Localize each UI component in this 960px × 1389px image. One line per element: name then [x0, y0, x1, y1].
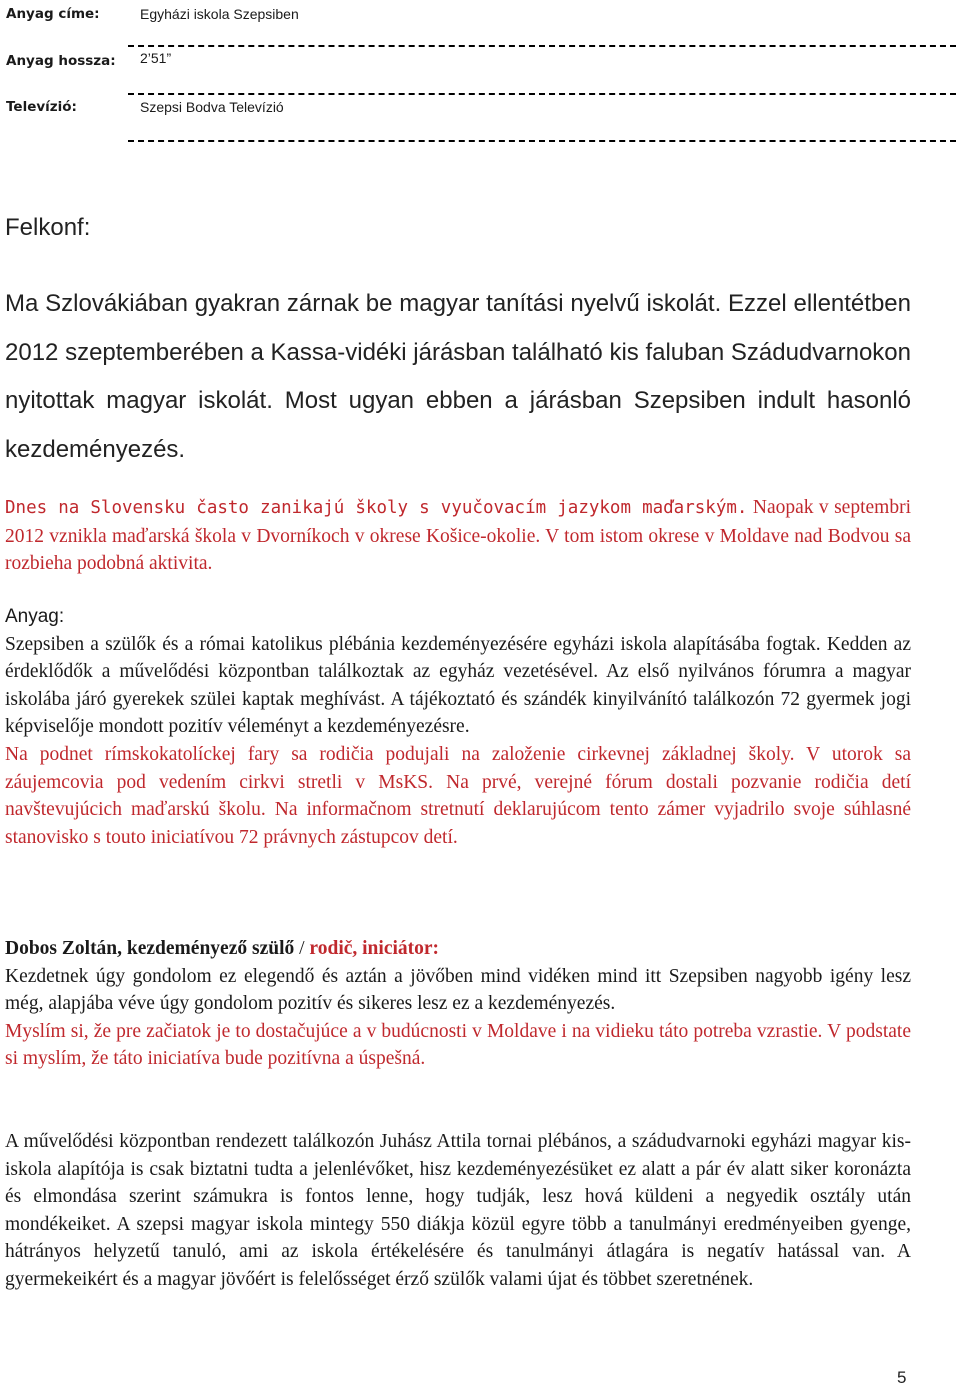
speaker-separator: /	[294, 938, 310, 959]
divider	[128, 93, 956, 95]
length-value: 2’51”	[140, 50, 172, 66]
title-label: Anyag címe:	[6, 6, 100, 22]
anyag-label: Anyag:	[5, 606, 65, 627]
divider	[128, 140, 956, 142]
speaker-name-sk: rodič, iniciátor:	[309, 938, 440, 959]
anyag-paragraph-hu: Szepsiben a szülők és a római katolikus plébánia kezdeményezésére egyházi iskola alapításába fogtak. Kedden az érdeklődők a művelődési központban találkoztak az egyház vezetésével. Az első nyilvános fórumra a magyar iskolába járó gyerekek szülei kaptak meghívást. A tájékoztató és szándék kinyilvánító találkozón 72 gyermek jogi képviselője mondott pozitív véleményt a kezdeményezésre.	[5, 633, 911, 738]
speaker-heading	[5, 935, 911, 963]
tv-value: Szepsi Bodva Televízió	[140, 99, 284, 115]
speaker-name-hu: Dobos Zoltán, kezdeményező szülő	[5, 938, 295, 959]
anyag-section	[5, 603, 911, 851]
length-label: Anyag hossza:	[6, 53, 116, 69]
intro-paragraph-hu: Ma Szlovákiában gyakran zárnak be magyar tanítási nyelvű iskolát. Ezzel ellentétben 2012 szeptemberében a Kassa-vidéki járásban található kis faluban Szádudvarnokon nyitottak magyar iskolát. Most ugyan ebben a járásban Szepsiben indult hasonló kezdeményezés.	[5, 290, 911, 463]
intro-sk-mono: Dnes na Slovensku často zanikajú školy s vyučovacím jazykom maďarským.	[5, 498, 748, 518]
closing-paragraph: A művelődési központban rendezett találkozón Juhász Attila tornai plébános, a szádudvarnoki egyházi magyar kis-iskola alapítója is csak biztatni tudta a jelenlévőket, hisz kezdeményezésüket ez alatt a pár év alatt siker koronázta és elmondása szerint számukra is fontos lenne, hogy tudják, lesz hová küldeni a negyedik osztály után mondékeiket. A szepsi magyar iskola mintegy 550 diákja közül egyre több a tanulmányi eredményeiben gyenge, hátrányos helyzetű tanuló, ami az iskola értékelésére és tanulmányi átlagára is negatív hatással van. A gyermekeikért és a magyar jövőért is felelősséget érző szülők valami újat és többet szeretnének.	[5, 1131, 911, 1290]
tv-label: Televízió:	[6, 99, 77, 115]
speaker-section	[5, 935, 911, 1073]
felkonf-heading: Felkonf:	[5, 214, 91, 241]
intro-paragraph-sk	[5, 494, 911, 578]
anyag-paragraph-sk: Na podnet rímskokatolíckej fary sa rodičia podujali na založenie cirkevnej základnej školy. V utorok sa záujemcovia pod vedením cirkvi stretli v MsKS. Na prvé, verejné fórum dostali pozvanie rodičia detí navštevujúcich maďarskú školu. Na informačnom stretnutí deklarujúcom tento zámer vyjadrilo svoje súhlasné stanovisko s touto iniciatívou 72 právnych zástupcov detí.	[5, 743, 911, 848]
speaker-quote-sk: Myslím si, že pre začiatok je to dostačujúce a v budúcnosti v Moldave i na vidieku táto potreba vzrastie. V podstate si myslím, že táto iniciatíva bude pozitívna a úspešná.	[5, 1020, 911, 1070]
title-value: Egyházi iskola Szepsiben	[140, 6, 299, 22]
divider	[128, 45, 956, 47]
page-number: 5	[897, 1368, 907, 1387]
speaker-quote-hu: Kezdetnek úgy gondolom ez elegendő és aztán a jövőben mind vidéken mind itt Szepsiben nagyobb igény lesz még, alapjába véve úgy gondolom pozitív és sikeres lesz ez a kezdeményezés.	[5, 965, 911, 1015]
intro-sk-rest: Naopak v septembri 2012 vznikla maďarská škola v Dvorníkoch v okrese Košice-okolie. V tom istom okrese v Moldave nad Bodvou sa rozbieha podobná aktivita.	[5, 497, 911, 575]
